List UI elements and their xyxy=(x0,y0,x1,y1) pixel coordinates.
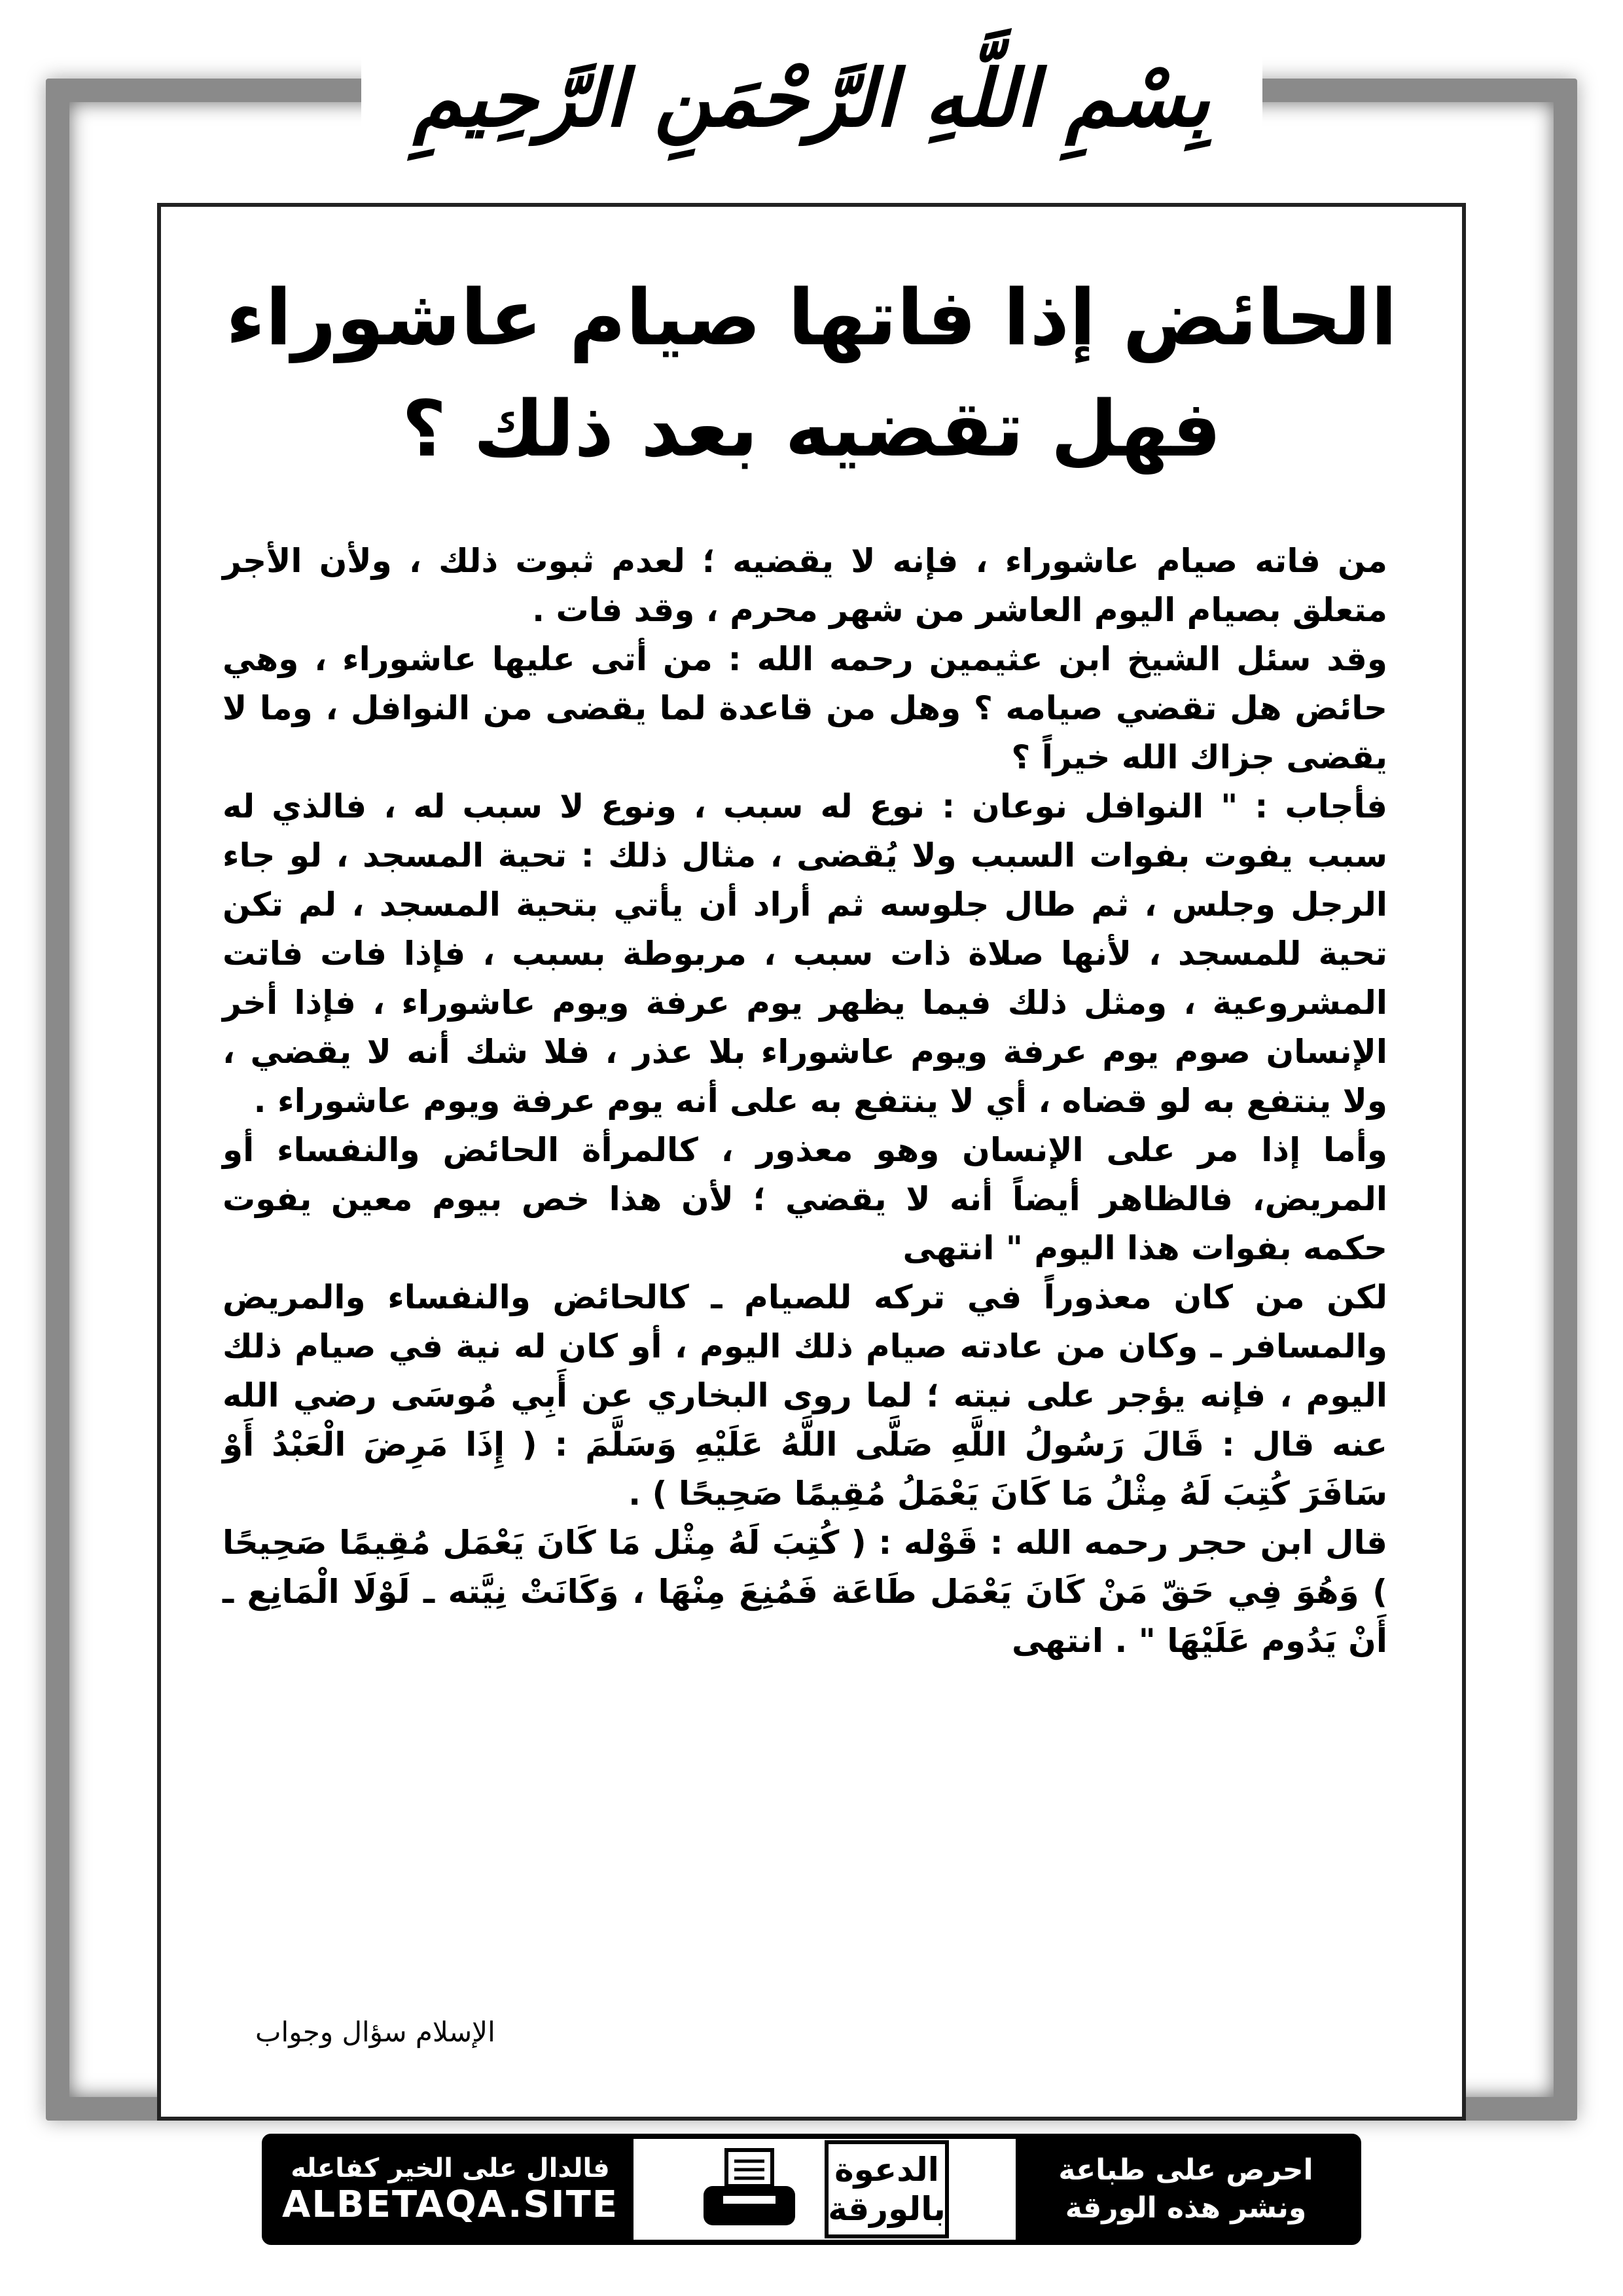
paragraph: وأما إذا مر على الإنسان وهو معذور ، كالمرأة الحائض والنفساء أو المريض، فالظاهر أيضاً أنه لا يقضي ؛ لأن هذا خص بيوم معين يفوت حكمه بفوات هذا اليوم " انتهى xyxy=(223,1131,1387,1267)
logo-text-bottom: بالورقة xyxy=(828,2190,946,2228)
paragraph: وقد سئل الشيخ ابن عثيمين رحمه الله : من أتى عليها عاشوراء ، وهي حائض هل تقضي صيامه ؟ وهل من قاعدة لما يقضى من النوافل ، وما لا يقضى جزاك الله خيراً ؟ xyxy=(223,640,1387,776)
footer-banner xyxy=(262,2134,1361,2245)
footer-motto: فالدال على الخير كفاعله xyxy=(291,2153,610,2183)
page-title xyxy=(196,262,1427,484)
footer-site-block xyxy=(267,2139,633,2240)
footer-logos xyxy=(700,2140,949,2238)
basmala-calligraphy: بِسْمِ اللَّهِ الرَّحْمَنِ الرَّحِيمِ xyxy=(361,46,1262,151)
source-attribution: الإسلام سؤال وجواب xyxy=(255,2016,495,2048)
paragraph: فأجاب : " النوافل نوعان : نوع له سبب ، ونوع لا سبب له ، فالذي له سبب يفوت بفوات السبب ولا يُقضى ، مثال ذلك : تحية المسجد ، لو جاء الرجل وجلس ، ثم طال جلوسه ثم أراد أن يأتي بتحية المسجد ، لم تكن تحية للمسجد ، لأنها صلاة ذات سبب ، مربوطة بسبب ، فإذا فات فاتت المشروعية ، ومثل ذلك فيما يظهر يوم عرفة ويوم عاشوراء ، فإذا أخر الإنسان صوم يوم عرفة ويوم عاشوراء بلا عذر ، فلا شك أنه لا يقضي ، ولا ينتفع به لو قضاه ، أي لا ينتفع به على أنه يوم عرفة ويوم عاشوراء . xyxy=(223,787,1387,1120)
printer-icon xyxy=(700,2147,798,2232)
paragraph: من فاته صيام عاشوراء ، فإنه لا يقضيه ؛ لعدم ثبوت ذلك ، ولأن الأجر متعلق بصيام اليوم العاشر من شهر محرم ، وقد فات . xyxy=(223,542,1387,629)
paragraph: قال ابن حجر رحمه الله : قَوْله : ( كُتِبَ لَهُ مِثْل مَا كَانَ يَعْمَل مُقِيمًا صَحِيحًا ) وَهُوَ فِي حَقّ مَنْ كَانَ يَعْمَل طَاعَة فَمُنِعَ مِنْهَا ، وَكَانَتْ نِيَّته ـ لَوْلَا الْمَانِع ـ أَنْ يَدُوم عَلَيْهَا " . انتهى xyxy=(223,1524,1387,1660)
title-line-1: الحائض إذا فاتها صيام عاشوراء xyxy=(226,272,1397,363)
cta-line-1: احرص على طباعة xyxy=(1058,2153,1313,2187)
title-line-2: فهل تقضيه بعد ذلك ؟ xyxy=(401,384,1222,474)
dawah-logo xyxy=(825,2140,949,2238)
paragraph: لكن من كان معذوراً في تركه للصيام ـ كالحائض والنفساء والمريض والمسافر ـ وكان من عادته صيام ذلك اليوم ، أو كان له نية في صيام ذلك اليوم ، فإنه يؤجر على نيته ؛ لما روى البخاري عن أَبِي مُوسَى رضي الله عنه قال : قَالَ رَسُولُ اللَّهِ صَلَّى اللَّهُ عَلَيْهِ وَسَلَّمَ : ( إِذَا مَرِضَ الْعَبْدُ أَوْ سَافَرَ كُتِبَ لَهُ مِثْلُ مَا كَانَ يَعْمَلُ مُقِيمًا صَحِيحًا ) . xyxy=(223,1278,1387,1513)
article-body xyxy=(223,537,1387,1666)
site-link[interactable]: ALBETAQA.SITE xyxy=(281,2183,619,2226)
cta-line-2: ونشر هذه الورقة xyxy=(1065,2191,1307,2225)
footer-call-to-action xyxy=(1016,2139,1356,2240)
basmala xyxy=(0,46,1623,151)
logo-text-top: الدعوة xyxy=(834,2151,939,2189)
